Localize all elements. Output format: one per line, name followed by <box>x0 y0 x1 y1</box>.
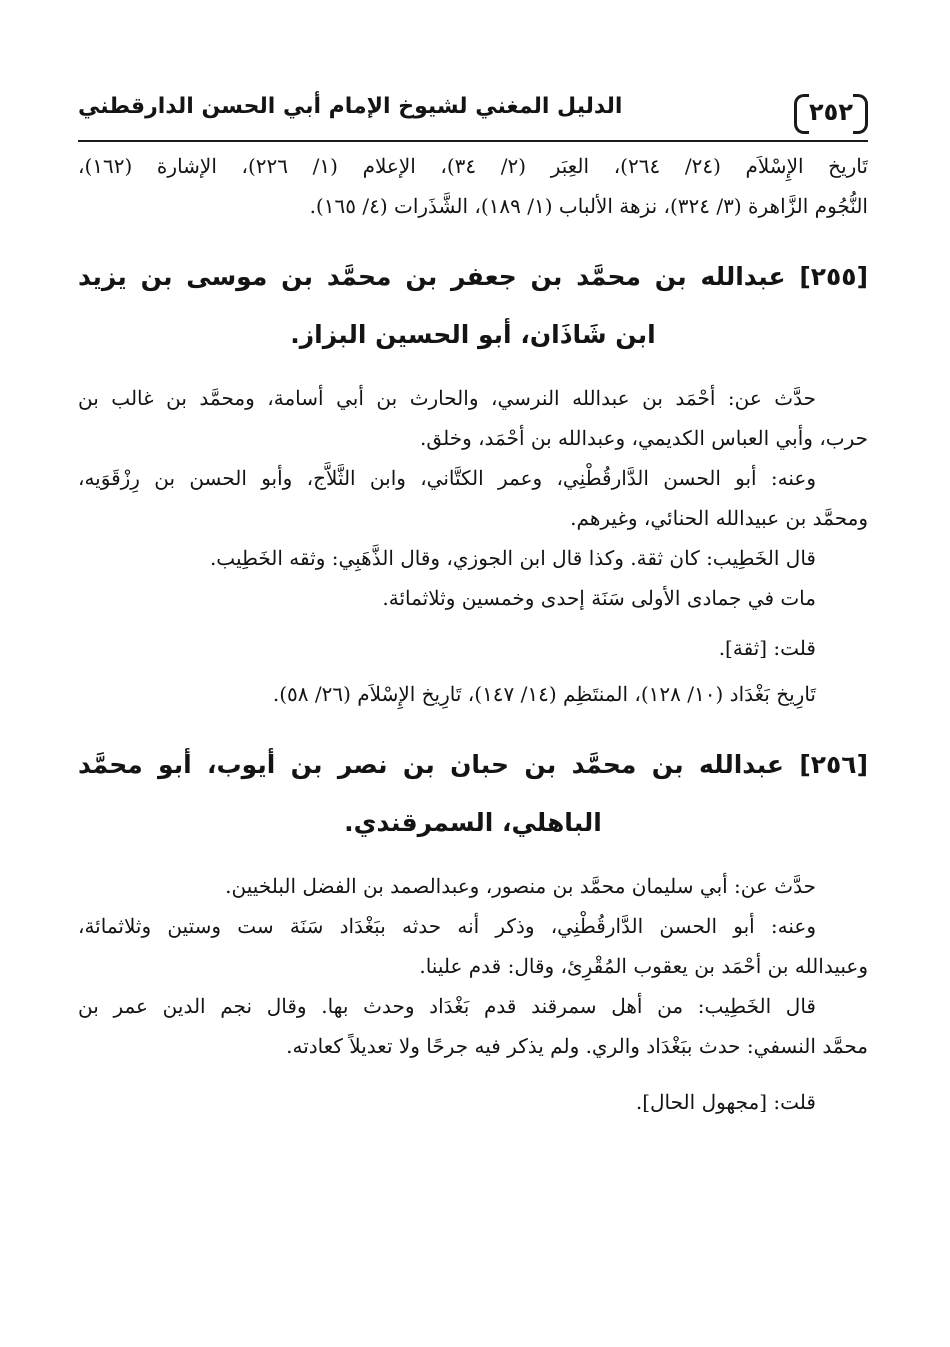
text-line: قال الخَطِيب: كان ثقة. وكذا قال ابن الجوزي، وقال الذَّهَبِي: وثقه الخَطِيب. <box>209 546 816 570</box>
text-line: تَاريخ الإِسْلاَم (٢٤/ ٢٦٤)، العِبَر (٢/ ٣٤)، الإعلام (١/ ٢٢٦)، الإشارة (١٦٢)، <box>78 154 868 178</box>
heading-line: ابن شَاذَان، أبو الحسين البزاز. <box>290 320 656 349</box>
entry-heading <box>78 736 868 852</box>
heading-line: [٢٥٦] عبدالله بن محمَّد بن حبان بن نصر بن أيوب، أبو محمَّد <box>78 750 868 779</box>
entry-teachers <box>78 378 868 458</box>
text-line: النُّجُوم الزَّاهرة (٣/ ٣٢٤)، نزهة الألباب (١/ ١٨٩)، الشَّذَرات (٤/ ١٦٥). <box>309 194 868 218</box>
text-line: حدَّث عن: أحْمَد بن عبدالله النرسي، والحارث بن أبي أسامة، ومحمَّد بن غالب بن <box>78 386 816 410</box>
text-line: حدَّث عن: أبي سليمان محمَّد بن منصور، وعبدالصمد بن الفضل البلخيين. <box>225 874 816 898</box>
running-title: الدليل المغني لشيوخ الإمام أبي الحسن الدارقطني <box>78 94 623 119</box>
text-line: ومحمَّد بن عبيدالله الحنائي، وغيرهم. <box>570 506 868 530</box>
bracket-right-icon <box>853 94 868 134</box>
text-line: قلت: [ثقة]. <box>718 636 816 660</box>
page-number-box <box>794 92 868 132</box>
entry-statements <box>78 538 868 618</box>
entry-verdict <box>78 628 868 668</box>
page-header <box>78 88 868 142</box>
entry-heading <box>78 248 868 364</box>
bracket-left-icon <box>794 94 809 134</box>
text-line: تَارِيخ بَغْدَاد (١٠/ ١٢٨)، المنتَظِم (١٤/ ١٤٧)، تَارِيخ الإِسْلاَم (٢٦/ ٥٨). <box>272 682 816 706</box>
entry-statements <box>78 986 868 1066</box>
heading-line: الباهلي، السمرقندي. <box>344 808 602 837</box>
document-page <box>78 88 868 1307</box>
entry-students <box>78 906 868 986</box>
text-line: وعبيدالله بن أحْمَد بن يعقوب المُقْرِئ، وقال: قدم علينا. <box>419 954 868 978</box>
text-line: مات في جمادى الأولى سَنَة إحدى وخمسين وثلاثمائة. <box>382 586 816 610</box>
text-line: محمَّد النسفي: حدث ببَغْدَاد والري. ولم يذكر فيه جرحًا ولا تعديلاً كعادته. <box>286 1034 868 1058</box>
text-line: قال الخَطِيب: من أهل سمرقند قدم بَغْدَاد وحدث بها. وقال نجم الدين عمر بن <box>78 994 816 1018</box>
heading-line: [٢٥٥] عبدالله بن محمَّد بن جعفر بن محمَّد بن موسى بن يزيد <box>78 262 868 291</box>
entry-students <box>78 458 868 538</box>
entry-references <box>78 674 868 714</box>
previous-entry-references <box>78 146 868 226</box>
page-number: ٢٥٢ <box>809 98 853 126</box>
entry-teachers <box>78 866 868 906</box>
entry-verdict <box>78 1082 868 1122</box>
text-line: حرب، وأبي العباس الكديمي، وعبدالله بن أحْمَد، وخلق. <box>420 426 868 450</box>
text-line: قلت: [مجهول الحال]. <box>635 1090 816 1114</box>
text-line: وعنه: أبو الحسن الدَّارقُطْنِي، وعمر الكتَّاني، وابن الثَّلاَّج، وأبو الحسن بن رِزْقَوَيه، <box>78 466 816 490</box>
text-line: وعنه: أبو الحسن الدَّارقُطْنِي، وذكر أنه حدثه ببَغْدَاد سَنَة ست وستين وثلاثمائة، <box>78 914 816 938</box>
